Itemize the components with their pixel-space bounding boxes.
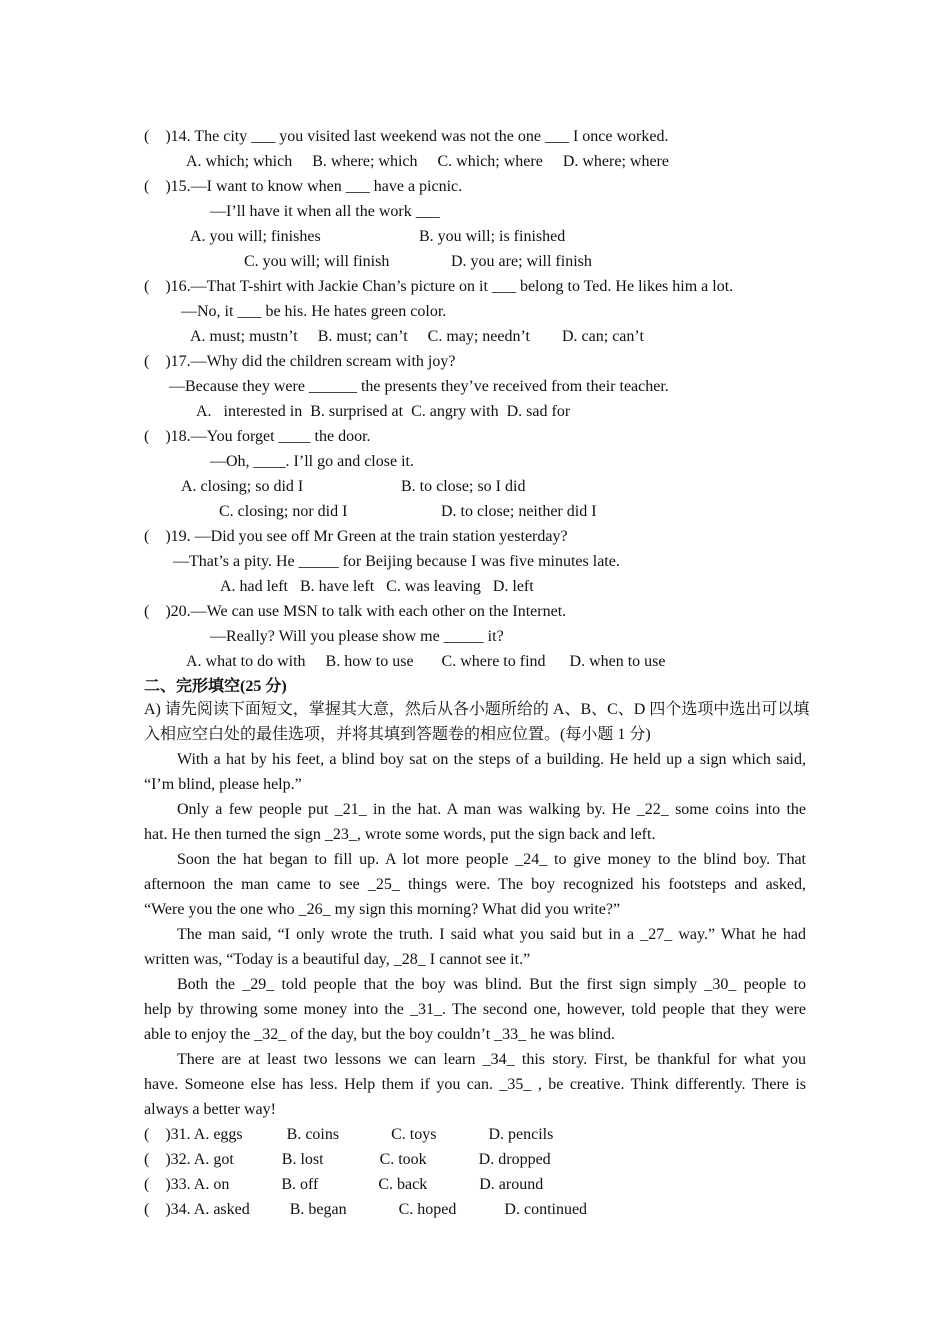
- question-15-reply: —I’ll have it when all the work ___: [210, 203, 440, 220]
- passage-line: help by throwing some money into the _31_. The second one, however, told people that they were: [144, 1001, 806, 1018]
- passage-line: hat. He then turned the sign _23_, wrote some words, put the sign back and left.: [144, 826, 656, 843]
- passage-line: Only a few people put _21_ in the hat. A man was walking by. He _22_ some coins into the: [177, 801, 806, 818]
- question-18: ( )18.—You forget ____ the door.: [144, 428, 371, 445]
- passage-line: The man said, “I only wrote the truth. I said what you said but in a _27_ way.” What he had: [177, 926, 806, 943]
- question-18-option-d: D. to close; neither did I: [441, 503, 597, 520]
- question-14-options: A. which; which B. where; which C. which; where D. where; where: [186, 153, 669, 170]
- question-18-reply: —Oh, ____. I’ll go and close it.: [210, 453, 414, 470]
- question-32: ( )32. A. got B. lost C. took D. dropped: [144, 1151, 551, 1168]
- passage-line: “I’m blind, please help.”: [144, 776, 302, 793]
- question-20-options: A. what to do with B. how to use C. where to find D. when to use: [186, 653, 666, 670]
- passage-line: written was, “Today is a beautiful day, _28_ I cannot see it.”: [144, 951, 531, 968]
- question-15-option-c: C. you will; will finish: [244, 253, 390, 270]
- question-18-option-a: A. closing; so did I: [181, 478, 304, 495]
- question-16: ( )16.—That T-shirt with Jackie Chan’s picture on it ___ belong to Ted. He likes him a lot.: [144, 278, 734, 295]
- question-15-option-d: D. you are; will finish: [451, 253, 592, 270]
- passage-line: Soon the hat began to fill up. A lot more people _24_ to give money to the blind boy. That: [177, 851, 806, 868]
- question-31: ( )31. A. eggs B. coins C. toys D. pencils: [144, 1126, 554, 1143]
- passage-line: able to enjoy the _32_ of the day, but the boy couldn’t _33_ he was blind.: [144, 1026, 616, 1043]
- question-16-options: A. must; mustn’t B. must; can’t C. may; needn’t D. can; can’t: [190, 328, 644, 345]
- question-14: ( )14. The city ___ you visited last weekend was not the one ___ I once worked.: [144, 128, 669, 145]
- question-34: ( )34. A. asked B. began C. hoped D. continued: [144, 1201, 588, 1218]
- question-19-reply: —That’s a pity. He _____ for Beijing because I was five minutes late.: [173, 553, 620, 570]
- question-16-reply: —No, it ___ be his. He hates green color.: [181, 303, 447, 320]
- question-20-reply: —Really? Will you please show me _____ it?: [210, 628, 504, 645]
- passage-line: With a hat by his feet, a blind boy sat on the steps of a building. He held up a sign which said,: [177, 751, 806, 768]
- question-17: ( )17.—Why did the children scream with joy?: [144, 353, 456, 370]
- passage-line: There are at least two lessons we can learn _34_ this story. First, be thankful for what you: [177, 1051, 806, 1068]
- passage-line: afternoon the man came to see _25_ things were. The boy recognized his footsteps and asked,: [144, 876, 806, 893]
- question-19: ( )19. —Did you see off Mr Green at the train station yesterday?: [144, 528, 568, 545]
- passage-line: always a better way!: [144, 1101, 276, 1118]
- instruction-line-1: A) 请先阅读下面短文，掌握其大意，然后从各小题所给的 A、B、C、D 四个选项中选出可以填: [144, 701, 810, 718]
- question-15-option-b: B. you will; is finished: [419, 228, 566, 245]
- question-33: ( )33. A. on B. off C. back D. around: [144, 1176, 544, 1193]
- passage-line: have. Someone else has less. Help them if you can. _35_ , be creative. Think differently. There is: [144, 1076, 806, 1093]
- question-15: ( )15.—I want to know when ___ have a picnic.: [144, 178, 463, 195]
- section-heading: 二、完形填空(25 分): [144, 678, 287, 695]
- instruction-line-2: 入相应空白处的最佳选项，并将其填到答题卷的相应位置。(每小题 1 分): [144, 726, 651, 743]
- question-17-options: A. interested in B. surprised at C. angry with D. sad for: [196, 403, 571, 420]
- question-18-option-c: C. closing; nor did I: [219, 503, 348, 520]
- passage-line: “Were you the one who _26_ my sign this morning? What did you write?”: [144, 901, 621, 918]
- question-15-option-a: A. you will; finishes: [190, 228, 321, 245]
- question-17-reply: —Because they were ______ the presents they’ve received from their teacher.: [169, 378, 669, 395]
- passage-line: Both the _29_ told people that the boy was blind. But the first sign simply _30_ people to: [177, 976, 806, 993]
- question-19-options: A. had left B. have left C. was leaving D. left: [220, 578, 534, 595]
- question-18-option-b: B. to close; so I did: [401, 478, 526, 495]
- question-20: ( )20.—We can use MSN to talk with each other on the Internet.: [144, 603, 567, 620]
